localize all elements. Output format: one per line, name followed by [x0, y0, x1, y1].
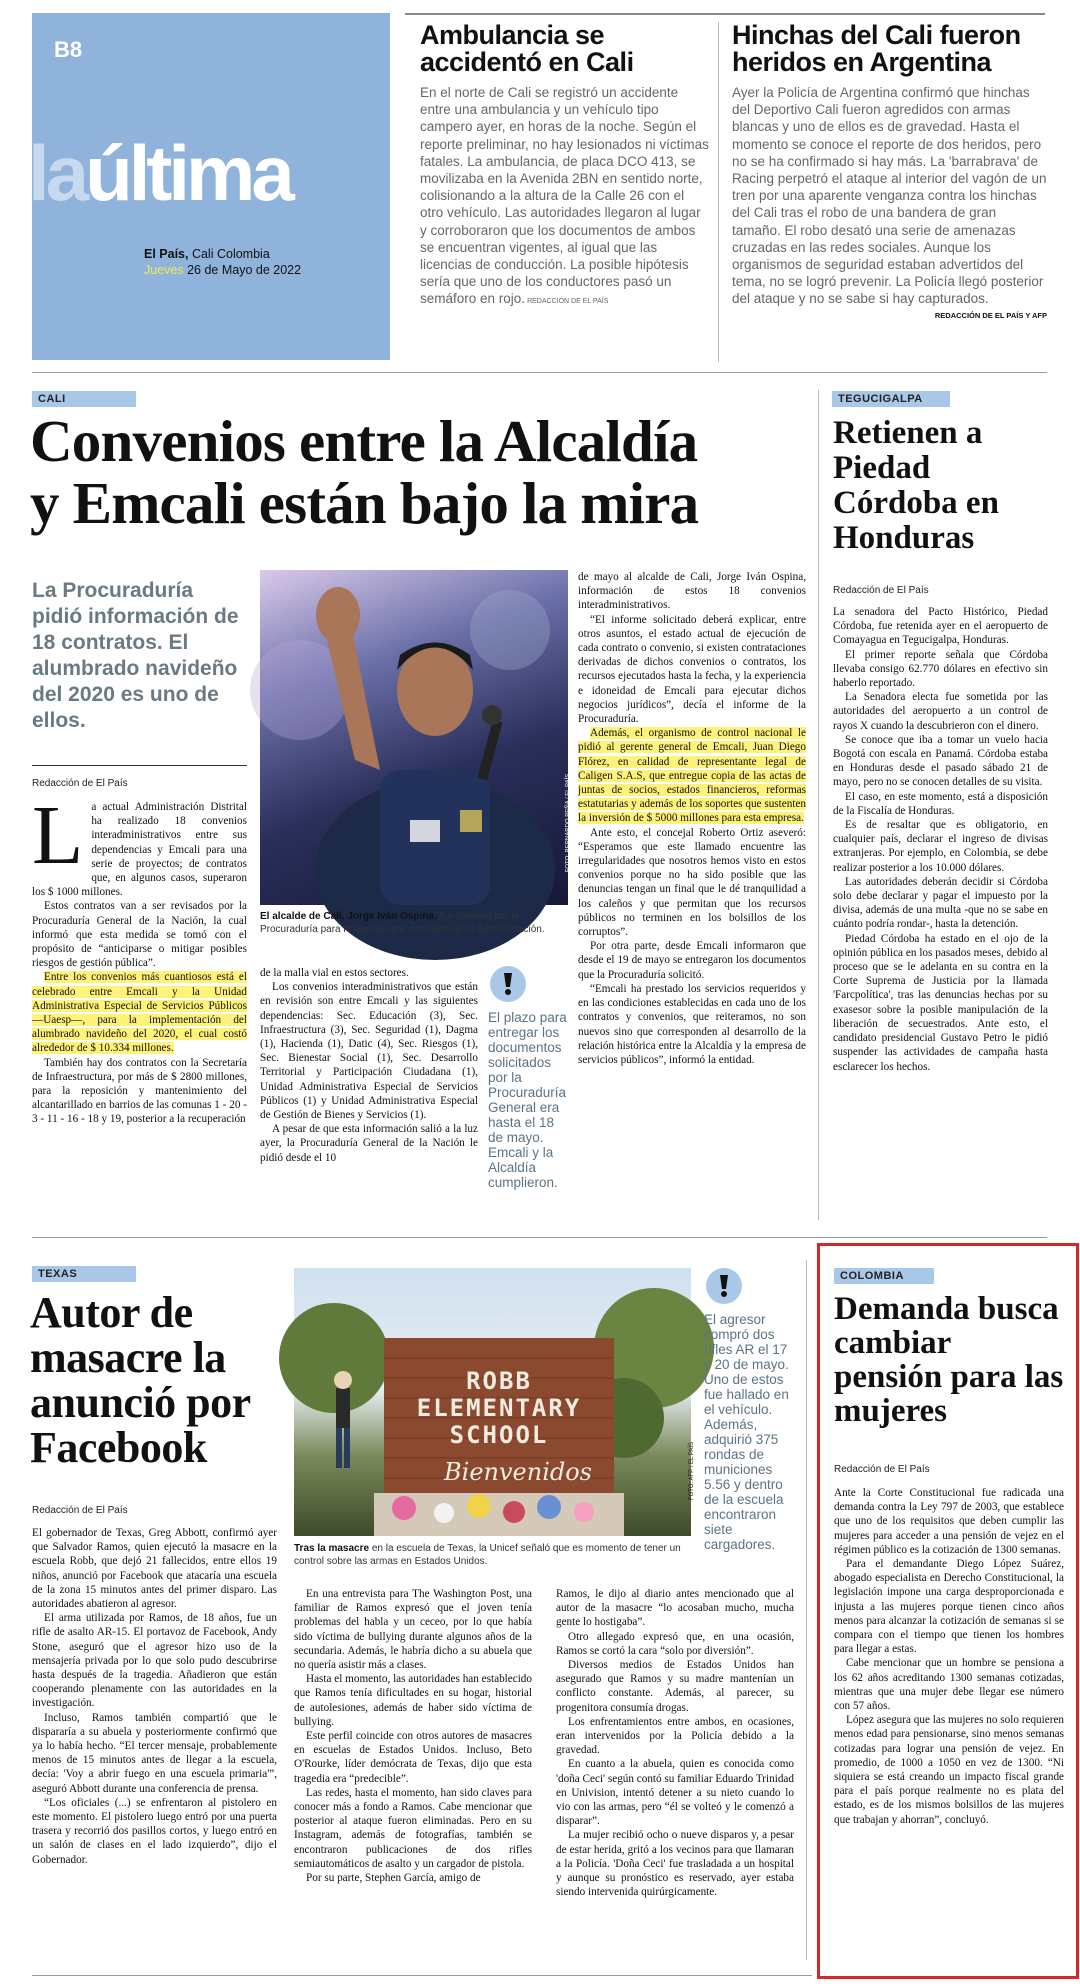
- sign-script: Bienvenidos: [444, 1458, 592, 1486]
- school-photo: [294, 1268, 695, 1536]
- byline: Redacción de El País: [833, 585, 929, 596]
- article-body: Ayer la Policía de Argentina confirmó que hinchas del Deportivo Cali fueron agredidos con armas blancas y uno de ellos es de gravedad. Hasta el momento se conoce el reporte de dos heridos, pero no se ha confirmado si hay más. La 'barrabrava' de Racing perpetró el ataque al interior del vagón de un tren por una aparente venganza contra los hinchas del Cali tras el robo de una bandera de gran tamaño. El robo desató una serie de amenazas cruzadas en las redes sociales. Aunque los organismos de seguridad estaban advertidos del tema, no se logró prevenir. La Policía llegó posterior del ataque y no se sabe si hay capturados.: [732, 85, 1047, 307]
- photo-credit: FOTO: BERNARDO PEÑA / EL PAÍS: [565, 773, 572, 873]
- page-number: B8: [54, 37, 83, 62]
- main-col-3: de mayo al alcalde de Cali, Jorge Iván Ospina, información de estos 18 convenios interadministrativos. “El informe solicitado deberá explicar, entre otros asuntos, el estado actual de ejecución de cada contrato o convenio, si existen contrataciones derivadas de dichos convenios o contratos, los recursos ejecutados hasta la fecha, y la experiencia e idoneidad de Emcali para ejecutar dichos negocios jurídicos”, decía el informe de la Procuraduría. Además, el organismo de control nacional le pidió al gerente general de Emcali, Juan Diego Flórez, en calidad de representante legal de Caligen S.A.S, que entregue copia de las actas de juntas de socios, estados financieros, reformas estatutarias y además de los soportes que sustenten la inversión de $ 5000 millones para esta empresa. Ante esto, el concejal Roberto Ortiz aseveró: “Esperamos que este llamado encuentre las irregularidades que nosotros hemos visto en estos convenios porque no ha sido posible que las denuncias tengan un final que le dé tranquilidad a los caleños y que permitan que los recursos públicos no terminen en los bolsillos de los corruptos”. Por otra parte, desde Emcali informaron que desde el 19 de mayo se entregaron los documentos que la Procuraduría solicitó. “Emcali ha prestado los servicios requeridos y en las condiciones establecidas en cada uno de los contratos y convenios, que reiteramos, no son nuevos sino que corresponden al desarrollo de la relación histórica entre la Alcaldía y la empresa de servicios públicos”, informó la entidad.: [578, 571, 806, 1066]
- honduras-headline: Retienen a Piedad Córdoba en Honduras: [833, 415, 999, 556]
- ospina-photo: [260, 570, 572, 905]
- colombia-body: Ante la Corte Constitucional fue radicada una demanda contra la Ley 797 de 2003, que establece que uno de los requisitos que deben cumplir las mujeres para acceder a una pensión de vejez en el régimen público es la cotización de 1300 semanas. Para el demandante Diego López Suárez, abogado especialista en Derecho Constitucional, la legislación impone una carga desproporcionada e injusta a las mujeres porque tienen cinco años menos para alcanzar la cotización de semanas si se compara con el tiempo que tienen los hombres para llegar a estas. Cabe mencionar que un hombre se pensiona a los 62 años acreditando 1300 semanas cotizadas, mientras que una mujer debe llegar ese número con 57 años. López asegura que las mujeres no solo requieren menos edad para pensionarse, sino menos semanas cotizadas para lograr una pensión de vejez. En promedio, de 1000 a 1050 en vez de 1300. “Ni siquiera se está creando un impacto fiscal grande para el país porque realmente no es plata del estado, es de los mismos bolsillos de las mujeres que trabajan y ahorran”, concluyó.: [834, 1487, 1064, 1826]
- section-kicker: COLOMBIA: [834, 1268, 934, 1284]
- texas-headline: Autor de masacre la anunció por Facebook: [30, 1288, 250, 1472]
- brand-name: última: [85, 129, 291, 217]
- top-story-hinchas: [732, 22, 1047, 320]
- texas-col-1: El gobernador de Texas, Greg Abbott, confirmó ayer que Salvador Ramos, quien ejecutó la masacre en la escuela Robb, que dejó 21 fallecidos, entre ellos 19 niños, anunció por Facebook que atacaría una escuela de la zona 15 minutos antes del primer disparo. Las autoridades abatieron al agresor. El arma utilizada por Ramos, de 18 años, fue un rifle de asalto AR-15. El portavoz de Facebook, Andy Stone, aseguró que el agresor hizo uso de la mensajería privada por lo que solo pudo descubrirse hasta después de la tragedia. Añadieron que están cooperando plenamente con las autoridades en la investigación. Incluso, Ramos también compartió que le dispararía a su abuela y posteriormente confirmó que ya lo había hecho. “El tercer mensaje, probablemente menos de 15 minutos antes de llegar a la escuela, decía: 'Voy a abrir fuego en una escuela primaria'”, aseguró Abbott durante una conferencia de prensa. “Los oficiales (...) se enfrentaron al pistolero en este momento. El pistolero luego entró por una puerta trasera y recorrió dos pasillos cortos, y luego entró en un salón de clases en el lado izquierdo”, dijo el Gobernador.: [32, 1527, 277, 1866]
- main-headline: Convenios entre la Alcaldía y Emcali están bajo la mira: [30, 408, 699, 536]
- top-story-ambulance: [420, 22, 710, 311]
- date: 26 de Mayo de 2022: [183, 263, 302, 277]
- weekday: Jueves: [144, 263, 184, 277]
- sign-text: ROBB ELEMENTARY SCHOOL: [416, 1367, 582, 1449]
- photo-caption: Tras la masacre en la escuela de Texas, la Unicef señaló que es momento de tener un control sobre las armas en Estados Unidos.: [294, 1543, 681, 1567]
- highlighted-text: Entre los convenios más cuantiosos está el celebrado entre Emcali y la Unidad Administrativa Especial de Servicios Públicos —Uaesp—, para la implementación del alumbrado navideño del 2020, el cual costó alrededor de $ 10.334 millones.: [32, 971, 247, 1055]
- headline: Ambulancia se accidentó en Cali: [420, 20, 634, 77]
- main-col-2: de la malla vial en estos sectores. Los convenios interadministrativos que están en revisión son entre Emcali y las siguientes dependencias: Sec. Educación (3), Sec. Infraestructura (3), Sec. Seguridad (1), Dagma (1), Hacienda (1), Datic (4), Sec. Riesgos (1), Sec. Bienestar Social (1), Sec. Desarrollo Territorial y Participación Ciudadana (1), Unidad Administrativa Especial de Servicios Públicos (1) y Unidad Administrativa Especial de Gestión de Bienes y Servicios (1). A pesar de que esta información salió a la luz ayer, la Procuraduría General de la Nación le pidió desde el 10: [260, 967, 478, 1164]
- headline: Hinchas del Cali fueron heridos en Argentina: [732, 20, 1021, 77]
- paper-name: El País,: [144, 247, 189, 261]
- exclamation-icon: [706, 1268, 742, 1304]
- brand-prefix: la: [28, 129, 86, 217]
- photo-caption: El alcalde de Cali, Jorge Iván Ospina, fue llamado por la Procuraduría para responder por contratos de la Administración.: [260, 911, 545, 935]
- main-col-1: L a actual Administración Distrital ha realizado 18 convenios interadministrativos entre sus dependencias y Emcali para una serie de proyectos; de contratos que, en algunos casos, superaron los $ 1000 millones. Estos contratos van a ser revisados por la Procuraduría General de la Nación, la cual informó que esta medida se tomó con el propósito de “anticiparse o mitigar posibles riesgos de gestión pública”. Entre los convenios más cuantiosos está el celebrado entre Emcali y la Unidad Administrativa Especial de Servicios Públicos —Uaesp—, para la implementación del alumbrado navideño del 2020, el cual costó alrededor de $ 10.334 millones. También hay dos contratos con la Secretaría de Infraestructura, por más de $ 2800 millones, para la reposición y mantenimiento del alcantarillado en barrios de las comunas 1 - 20 - 3 - 11 - 16 - 18 y 19, posterior a la recuperación: [32, 789, 247, 1126]
- credit: REDACCIÓN DE EL PAÍS Y AFP: [934, 310, 1047, 320]
- section-kicker: TEGUCIGALPA: [832, 391, 950, 407]
- dropcap: L: [32, 789, 84, 882]
- masthead: [28, 13, 390, 360]
- honduras-body: La senadora del Pacto Histórico, Piedad Córdoba, fue retenida ayer en el aeropuerto de Comayagua en Tegucigalpa, Honduras. El primer reporte señala que Córdoba llevaba consigo 62.770 dólares en efectivo sin haberlo reportado. La Senadora electa fue sometida por las autoridades del aeropuerto a un control de rayos X cuando la descubrieron con el dinero. Se conoce que iba a tomar un vuelo hacia Bogotá con escala en Panamá. Córdoba estaba en Honduras desde el pasado sábado 21 de mayo, pero no se conocen detalles de su visita. El caso, en este momento, está a disposición de la Fiscalía de Honduras. Es de resaltar que es obligatorio, en cualquier país, declarar el ingreso de divisas extranjeras. Por ejemplo, en Colombia, se debe realizar posterior a los 10.000 dólares. Las autoridades deberán decidir si Córdoba solo debe declarar y pagar el impuesto por la divisa, además de una multa -que no se sabe en cuánto podría rondar-, hasta la detención. Piedad Córdoba ha estado en el ojo de la opinión pública en los pasados meses, debido al proceso que se le adelanta en su contra en la Corte Suprema de Justicia por la llamada 'Farcpolítica', tras las denuncias hechas por su exasesor sobre la posible manipulación de la liberación de secuestrados. Ante esto, el candidato presidencial Gustavo Petro le pidió suspender las actividades de campaña hasta esclarecer los hechos.: [833, 606, 1048, 1073]
- section-kicker: CALI: [32, 391, 136, 407]
- person-illustration: [260, 570, 568, 905]
- exclamation-icon: [490, 966, 526, 1002]
- main-lead: La Procuraduría pidió información de 18 contratos. El alumbrado navideño del 2020 es uno de ellos.: [32, 579, 239, 732]
- byline: Redacción de El País: [32, 778, 128, 789]
- credit: REDACCIÓN DE EL PAÍS: [527, 298, 609, 306]
- sidebox-text: El plazo para entregar los documentos solicitados por la Procuraduría General era hasta el 18 de mayo. Emcali y la Alcaldía cumplieron.: [488, 1010, 567, 1190]
- byline: Redacción de El País: [834, 1464, 930, 1475]
- paper-city: Cali Colombia: [188, 247, 270, 261]
- highlighted-text: Además, el organismo de control nacional le pidió al gerente general de Emcali, Juan Diego Flórez, en calidad de representante legal de Caligen S.A.S, que entregue copia de las actas de juntas de socios, estados financieros, reformas estatutarias y además de los soportes que sustenten la inversión de $ 5000 millones para esta empresa.: [578, 727, 806, 825]
- brand-logo: [28, 129, 291, 217]
- byline: Redacción de El País: [32, 1505, 128, 1516]
- sidebox-text: El agresor compró dos rifles AR el 17 y 20 de mayo. Uno de estos fue hallado en el vehículo. Además, adquirió 375 rondas de municiones 5.56 y dentro de la escuela encontraron siete cargadores.: [704, 1312, 789, 1552]
- colombia-headline: Demanda busca cambiar pensión para las mujeres: [834, 1291, 1064, 1429]
- info-sidebox: [704, 1268, 794, 1552]
- section-kicker: TEXAS: [32, 1266, 136, 1282]
- photo-credit: FOTO: AFP / EL PAÍS: [688, 1441, 695, 1501]
- texas-col-3: Ramos, le dijo al diario antes mencionado que al autor de la masacre “lo acosaban mucho, mucha gente lo hostigaba”. Otro allegado expresó que, en una ocasión, Ramos se cortó la cara “solo por diversión”. Diversos medios de Estados Unidos han asegurado que Ramos y su madre mantenían un conflicto constante. Además, al parecer, su progenitora consumía drogas. Los enfrentamientos entre ambos, en ocasiones, eran intervenidos por la Policía debido a la gravedad. En cuanto a la abuela, quien es conocida como 'doña Ceci' según contó su familiar Eduardo Trinidad en Univision, intentó detener a su nieto cuando lo vio con las armas, pero “él se volteó y le comenzó a disparar”. La mujer recibió ocho o nueve disparos y, a pesar de estar herida, gritó a los vecinos para que llamaran a la Policía. 'Doña Ceci' fue trasladada a un hospital y aunque su pronóstico es reservado, ayer estaba siendo intervenida quirúrgicamente.: [556, 1588, 794, 1899]
- article-body: En el norte de Cali se registró un accidente entre una ambulancia y un vehículo tipo campero ayer, en horas de la noche. Según el reporte preliminar, no hay lesionados ni víctimas fatales. La ambulancia, de placa DCO 413, se movilizaba en la Avenida 2BN en sentido norte, colisionando a la altura de la Calle 26 con el otro vehículo. Las autoridades llegaron al lugar y corroboraron que los documentos de ambos se encuentran vigentes, al igual que las licencias de conducción. La posible hipótesis sería que uno de los conductores pasó un semáforo en rojo. REDACCIÓN DE EL PAÍS: [420, 85, 709, 307]
- info-sidebox: [488, 966, 568, 1190]
- texas-col-2: En una entrevista para The Washington Post, una familiar de Ramos expresó que el joven tenía problemas del habla y un ceceo, por lo que había sido víctima de bullying durante algunos años de la secundaria. Además, le habría dicho a su abuela que no quería asistir más a clases. Hasta el momento, las autoridades han establecido que Ramos tenía dificultades en su hogar, historial de autolesiones, además de haber sido víctima de bullying. Este perfil coincide con otros autores de masacres en escuelas de Estados Unidos. Incluso, Beto O'Rourke, líder demócrata de Texas, dijo que esta tragedia era “predecible”. Las redes, hasta el momento, han sido claves para conocer más a fondo a Ramos. Cabe mencionar que posterior al ataque fueron eliminadas. Pero en su Instagram, además de fotografías, también se encontraron publicaciones de dos rifles semiautomáticos de asalto y un cargador de pistola. Por su parte, Stephen García, amigo de: [294, 1588, 532, 1885]
- colombia-article-box[interactable]: [817, 1243, 1079, 1979]
